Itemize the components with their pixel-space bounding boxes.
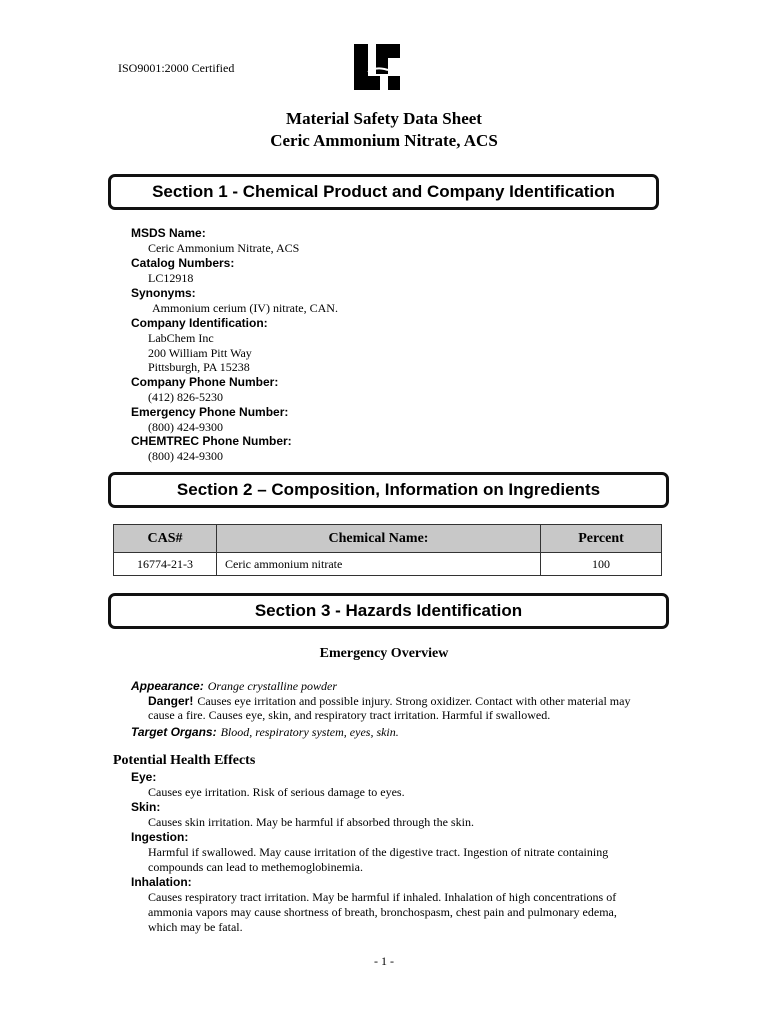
ingestion-text-2: compounds can lead to methemoglobinemia. — [148, 860, 363, 874]
skin-text: Causes skin irritation. May be harmful if absorbed through the skin. — [148, 815, 474, 829]
danger-text-2: cause a fire. Causes eye, skin, and respiratory tract irritation. Harmful if swallowed. — [148, 708, 551, 722]
company-logo — [352, 42, 402, 92]
section3-heading: Section 3 - Hazards Identification — [108, 593, 669, 629]
catalog-label: Catalog Numbers: — [131, 256, 235, 270]
column-header-cas: CAS# — [114, 525, 217, 553]
emergency-value: (800) 424-9300 — [148, 420, 223, 434]
msds-name-label: MSDS Name: — [131, 226, 206, 240]
company-label: Company Identification: — [131, 316, 268, 330]
composition-table — [113, 524, 662, 576]
appearance-value: Orange crystalline powder — [207, 679, 338, 693]
emergency-label: Emergency Phone Number: — [131, 405, 289, 419]
chemical-name-cell: Ceric ammonium nitrate — [217, 553, 541, 576]
skin-label: Skin: — [131, 800, 161, 814]
certification-text: ISO9001:2000 Certified — [118, 61, 235, 75]
chemtrec-value: (800) 424-9300 — [148, 449, 223, 463]
msds-name-value: Ceric Ammonium Nitrate, ACS — [148, 241, 300, 255]
table-row — [114, 553, 662, 576]
page-number: - 1 - — [374, 954, 394, 968]
cas-cell: 16774-21-3 — [114, 553, 217, 576]
target-organs-value: Blood, respiratory system, eyes, skin. — [220, 725, 399, 739]
ingestion-text-1: Harmful if swallowed. May cause irritation of the digestive tract. Ingestion of nitrate containing — [148, 845, 609, 859]
inhalation-label: Inhalation: — [131, 875, 192, 889]
percent-cell: 100 — [541, 553, 662, 576]
company-street: 200 William Pitt Way — [148, 346, 252, 360]
company-name: LabChem Inc — [148, 331, 214, 345]
appearance-label: Appearance: — [131, 679, 204, 693]
inhalation-text-1: Causes respiratory tract irritation. May be harmful if inhaled. Inhalation of high concentrations of — [148, 890, 617, 904]
product-title: Ceric Ammonium Nitrate, ACS — [270, 131, 498, 150]
section2-heading: Section 2 – Composition, Information on Ingredients — [108, 472, 669, 508]
chemtrec-label: CHEMTREC Phone Number: — [131, 434, 292, 448]
eye-text: Causes eye irritation. Risk of serious damage to eyes. — [148, 785, 405, 799]
synonyms-label: Synonyms: — [131, 286, 196, 300]
document-title: Material Safety Data Sheet — [286, 109, 482, 128]
emergency-overview-title: Emergency Overview — [319, 646, 449, 661]
company-city: Pittsburgh, PA 15238 — [148, 360, 250, 374]
target-organs-line — [131, 723, 399, 741]
synonyms-value: Ammonium cerium (IV) nitrate, CAN. — [152, 301, 338, 315]
catalog-value: LC12918 — [148, 271, 194, 285]
ingestion-label: Ingestion: — [131, 830, 189, 844]
column-header-percent: Percent — [541, 525, 662, 553]
eye-label: Eye: — [131, 770, 157, 784]
phone-label: Company Phone Number: — [131, 375, 279, 389]
health-effects-title: Potential Health Effects — [113, 753, 256, 768]
inhalation-text-3: which may be fatal. — [148, 920, 243, 934]
target-organs-label: Target Organs: — [131, 725, 217, 739]
danger-label: Danger! — [148, 694, 194, 708]
column-header-name: Chemical Name: — [217, 525, 541, 553]
section1-heading: Section 1 - Chemical Product and Company Identification — [108, 174, 659, 210]
inhalation-text-2: ammonia vapors may cause shortness of breath, bronchospasm, chest pain and pulmonary edema, — [148, 905, 617, 919]
phone-value: (412) 826-5230 — [148, 390, 223, 404]
danger-text-1: Causes eye irritation and possible injury. Strong oxidizer. Contact with other material may — [197, 694, 631, 708]
